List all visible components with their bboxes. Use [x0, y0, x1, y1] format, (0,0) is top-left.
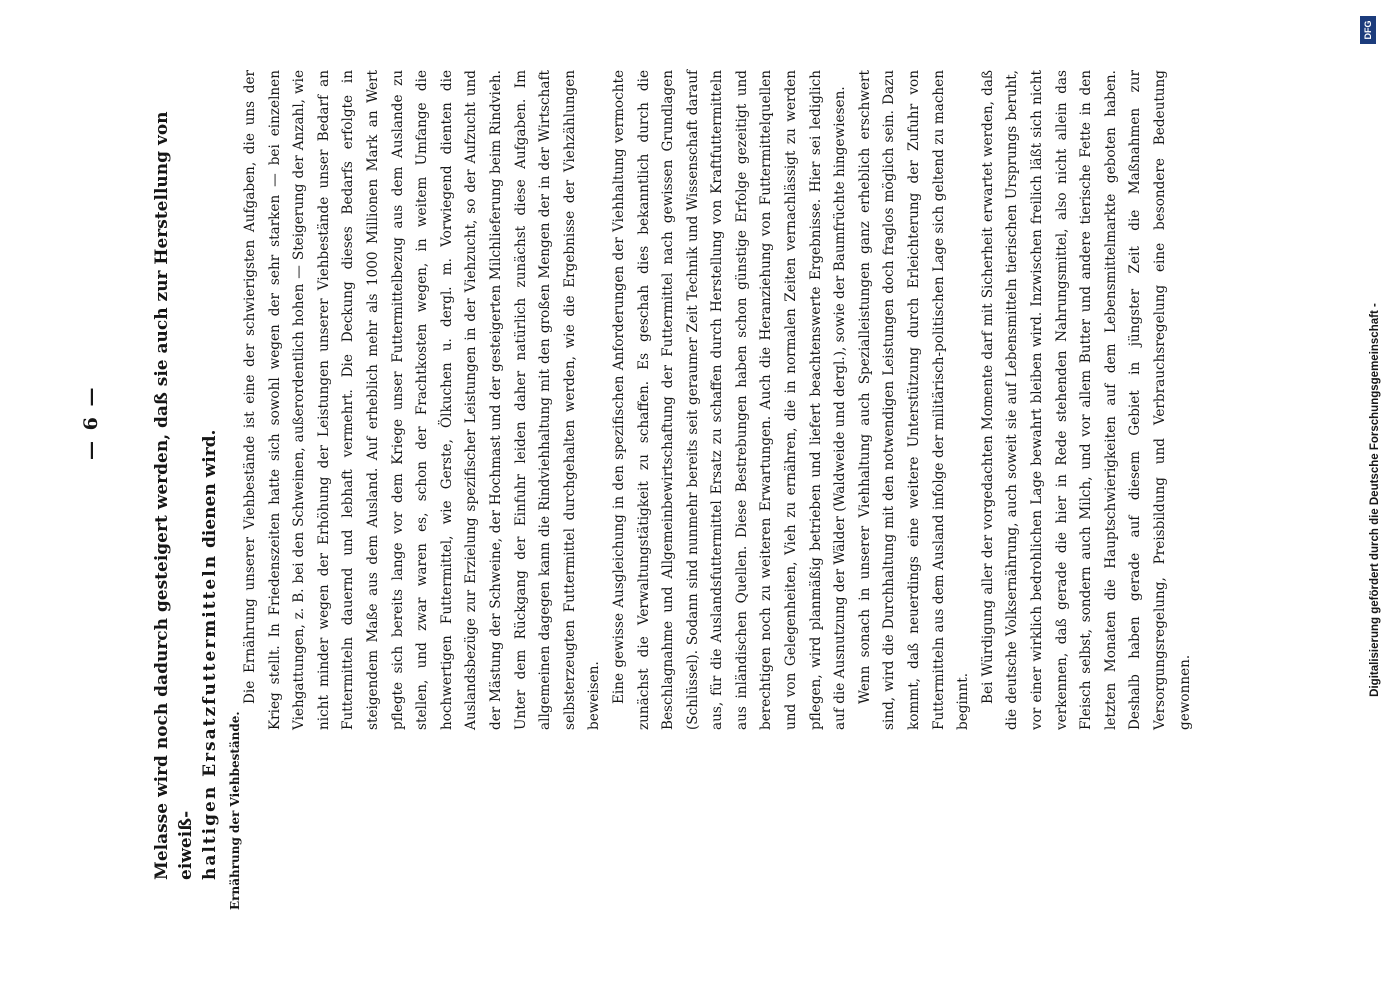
paragraph: Eine gewisse Ausgleichung in den spezifischen Anforderungen der Viehhaltung vermochte zunächst die Verwaltungstätigkeit zu schaffen. Es geschah dies bekanntlich durch die Beschlagnahme und Allgemeinbewirtschaftung der Futtermittel nach gewissen Grundlagen (Schlüssel). Sodann sind nunmehr bereits seit geraumer Zeit Technik und Wissenschaft darauf aus, für die Auslandsfuttermittel Ersatz zu schaffen durch Herstellung von Kraftfuttermitteln aus inländischen Quellen. Diese Bestrebungen haben schon günstige Erfolge gezeitigt und berechtigen noch zu weiteren Erwartungen. Auch die Heranziehung von Futtermittelquellen und von Gelegenheiten, Vieh zu ernähren, die in normalen Zeiten vernachlässigt zu werden pflegen, wird planmäßig betrieben und liefert beachtenswerte Ergebnisse. Hier sei lediglich auf die Ausnutzung der Wälder (Waldweide und dergl.), sowie der Baumfrüchte hingewiesen.: [610, 70, 849, 730]
paragraph: Bei Würdigung aller der vorgedachten Momente darf mit Sicherheit erwartet werden, daß die deutsche Volksernährung, auch soweit sie auf Lebensmitteln tierischen Ursprungs beruht, vor einer wirklich bedrohlichen Lage bewahrt bleiben wird. Inzwischen freilich läßt sich nicht verkennen, daß gerade die hier in Rede stehenden Nahrungsmittel, also nicht allein das Fleisch selbst, sondern auch Milch, und vor allem Butter und andere tierische Fette in den letzten Monaten die Hauptschwierigkeiten auf dem Lebensmittelmarkte geboten haben. Deshalb haben gerade auf diesem Gebiet in jüngster Zeit die Maßnahmen zur Versorgungsregelung, Preisbildung und Verbrauchsregelung eine besondere Bedeutung gewonnen.: [979, 70, 1193, 730]
intro-line-1: Melasse wird noch dadurch gesteigert werden, daß sie auch zur Herstellung von eiweiß-: [152, 111, 196, 880]
intro-spaced-term: haltigen Ersatzfuttermitteln: [200, 553, 220, 880]
digitization-credit: Digitalisierung gefördert durch die Deutsche Forschungsgemeinschaft -: [1369, 303, 1381, 697]
paragraph: Die Ernährung unserer Viehbestände ist eine der schwierigsten Aufgaben, die uns der Krieg stellt. In Friedenszeiten hatte sich sowohl wegen der sehr starken — bei einzelnen Viehgattungen, z. B. bei den Schweinen, außerordentlich hohen — Steigerung der Anzahl, wie nicht minder wegen der Erhöhung der Leistungen unserer Viehbestände unser Bedarf an Futtermitteln dauernd und lebhaft vermehrt. Die Deckung dieses Bedarfs erfolgte in steigendem Maße aus dem Ausland. Auf erheblich mehr als 1000 Millionen Mark an Wert pflegte sich bereits lange vor dem Kriege unser Futtermittelbezug aus dem Auslande zu stellen, und zwar waren es, schon der Frachtkosten wegen, in weitem Umfange die hochwertigen Futtermittel, wie Gerste, Ölkuchen u. dergl. m. Vorwiegend dienten die Auslandsbezüge zur Erzielung spezifischer Leistungen in der Viehzucht, so der Aufzucht und der Mästung der Schweine, der Hochmast und der gesteigerten Milchlieferung beim Rindvieh. Unter dem Rückgang der Einfuhr leiden daher natürlich zunächst diese Aufgaben. Im allgemeinen dagegen kann die Rindviehhaltung mit den großen Mengen der in der Wirtschaft selbsterzeugten Futtermittel durchgehalten werden, wie die Ergebnisse der Viehzählungen beweisen.: [242, 70, 603, 730]
margin-note: Ernährung der Viehbestände.: [228, 711, 242, 910]
paragraph: Wenn sonach in unserer Viehhaltung auch Spezialleistungen ganz erheblich erschwert sind, wird die Durchhaltung mit den notwendigen Leistungen doch fraglos möglich sein. Dazu kommt, daß neuerdings eine weitere Unterstützung durch Erleichterung der Zufuhr von Futtermitteln aus dem Ausland infolge der militärisch-politischen Lage sich geltend zu machen beginnt.: [856, 70, 972, 730]
intro-line-2-rest: dienen wird.: [200, 429, 220, 554]
page-number: — 6 —: [80, 385, 102, 460]
body-text: [238, 70, 1197, 730]
intro-sentence: [150, 90, 222, 880]
dfg-logo: DFG: [1360, 16, 1376, 44]
